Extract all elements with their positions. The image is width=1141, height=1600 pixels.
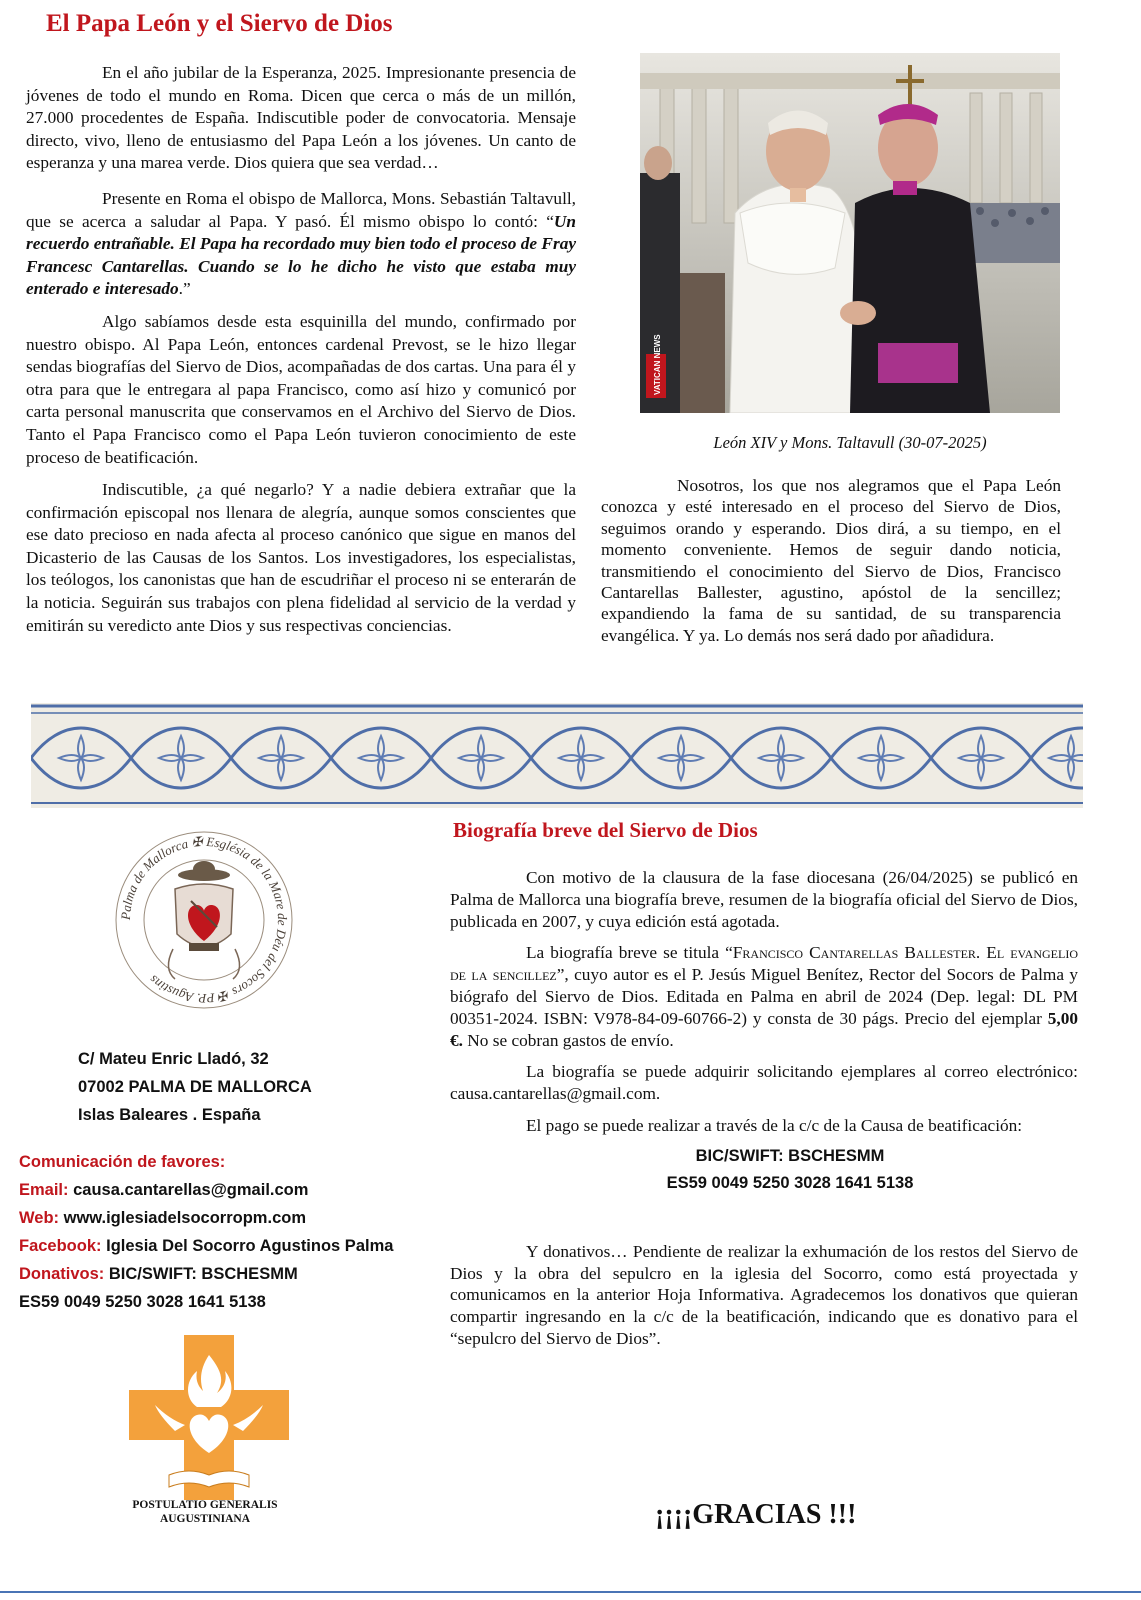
paragraph: En el año jubilar de la Esperanza, 2025. Impresionante presencia de jóvenes de todo el mundo en Roma. Dicen que cerca o más de un millón, 27.000 procedentes de España. Indiscutible poder de convocatoria. Mensaje directo, vivo, lleno de entusiasmo del Papa León a los jóvenes. Un canto de esperanza y una marea verde. Dios quiera que sea verdad… bbox=[26, 63, 576, 173]
donations-label: Donativos: bbox=[19, 1265, 105, 1283]
seal-graphic bbox=[113, 829, 295, 1011]
bottom-divider bbox=[0, 1591, 1141, 1593]
logo-line-2: AUGUSTINIANA bbox=[159, 1513, 251, 1525]
donations-bic: BIC/SWIFT: BSCHESMM bbox=[108, 1265, 298, 1283]
bishop-quote: Un recuerdo entrañable. El Papa ha recordado muy bien todo el proceso de Fray Francesc Cantarellas. Cuando se lo he dicho he visto que estaba muy enterado e interesado bbox=[26, 211, 576, 299]
book-title: Francisco Cantarellas Ballester. El evangelio de la sencillez bbox=[450, 943, 1078, 985]
logo-line-1: POSTULATIO GENERALIS bbox=[132, 1499, 278, 1511]
augustinian-logo bbox=[129, 1335, 289, 1500]
thanks-text: ¡¡¡¡GRACIAS !!! bbox=[655, 1499, 857, 1530]
email-link[interactable]: causa.cantarellas@gmail.com bbox=[73, 1181, 309, 1199]
donations-iban: ES59 0049 5250 3028 1641 5138 bbox=[19, 1293, 266, 1311]
paragraph: Indiscutible, ¿a qué negarlo? Y a nadie debiera extrañar que la confirmación episcopal nos llenara de alegría, aunque somos conscientes que ese dato precioso en nada afecta al proceso canónico que sigue en manos del Dicasterio de las Causas de los Santos. Los investigadores, los especialistas, los teólogos, los canonistas que han de escudriñar el proceso ni se enterarán de la noticia. Seguirán sus trabajos con plena fidelidad al servicio de la verdad y emitirán su veredicto ante Dios y sus respectivas conciencias. bbox=[26, 480, 576, 635]
article-title: El Papa León y el Siervo de Dios bbox=[46, 10, 393, 37]
seal-ring-text: Palma de Mallorca ✠ Església de la Mare de Déu del Socors ✠ PP. Agustins bbox=[117, 833, 291, 1007]
decorative-tile-band bbox=[31, 703, 1083, 808]
paragraph-text: La biografía breve se titula “ bbox=[526, 943, 733, 963]
paragraph-text: Presente en Roma el obispo de Mallorca, Mons. Sebastián Taltavull, que se acerca a saludar al Papa. Y pasó. Él mismo obispo lo contó: “ bbox=[26, 188, 576, 231]
paragraph: Con motivo de la clausura de la fase diocesana (26/04/2025) se publicó en Palma de Mallorca una biografía breve, resumen de la biografía oficial del Siervo de Dios, publicada en 2007, y cuya edición está agotada. bbox=[450, 868, 1078, 931]
contact-block bbox=[19, 1148, 393, 1316]
paragraph bbox=[26, 188, 576, 301]
address-city: 07002 PALMA DE MALLORCA bbox=[78, 1078, 312, 1096]
web-label: Web: bbox=[19, 1209, 60, 1227]
address-region: Islas Baleares . España bbox=[78, 1106, 261, 1124]
bic-swift: BIC/SWIFT: BSCHESMM bbox=[695, 1146, 885, 1165]
pope-bishop-photo bbox=[640, 53, 1060, 413]
paragraph: El pago se puede realizar a través de la c/c de la Causa de beatificación: bbox=[526, 1115, 1023, 1135]
biography-title: Biografía breve del Siervo de Dios bbox=[453, 818, 758, 842]
photo-caption: León XIV y Mons. Taltavull (30-07-2025) bbox=[713, 433, 987, 452]
paragraph bbox=[450, 942, 1078, 1051]
email-label: Email: bbox=[19, 1181, 69, 1199]
paragraph: Nosotros, los que nos alegramos que el Papa León conozca y esté interesado en el proceso del Siervo de Dios, seguimos orando y esperando. Dios dirá, a su tiempo, en el momento conveniente. Hemos de seguir dando noticia, transmitiendo el conocimiento del Siervo de Dios, Francisco Cantarellas Ballester, agustino, apóstol de la sencillez; expandiendo la fama de su santidad, de su transparencia evangélica. Y ya. Lo demás nos será dado por añadidura. bbox=[601, 476, 1061, 645]
contact-facebook-row bbox=[19, 1232, 393, 1260]
address-block bbox=[78, 1045, 312, 1129]
logo-caption bbox=[110, 1498, 300, 1526]
price: 5,00 €. bbox=[450, 1008, 1078, 1050]
paragraph-text: ”, cuyo autor es el P. Jesús Miguel Benítez, Rector del Socors de Palma y biógrafo del Siervo de Dios. Editada en Palma en abril de 2024 (Dep. legal: DL PM 00351-2024. ISBN: V978-84-09-60766-2) y consta de 30 págs. Precio del ejemplar bbox=[450, 965, 1079, 1028]
paragraph-text: No se cobran gastos de envío. bbox=[462, 1030, 674, 1050]
facebook-link[interactable]: Iglesia Del Socorro Agustinos Palma bbox=[106, 1237, 394, 1255]
paragraph: La biografía se puede adquirir solicitando ejemplares al correo electrónico: causa.cantarellas@gmail.com. bbox=[450, 1062, 1078, 1104]
tile-pattern bbox=[31, 703, 1083, 808]
contact-donations-row bbox=[19, 1260, 393, 1288]
article-left-column bbox=[26, 62, 576, 647]
contact-web-row bbox=[19, 1204, 393, 1232]
paragraph: Algo sabíamos desde esta esquinilla del mundo, confirmado por nuestro obispo. Al Papa León, entonces cardenal Prevost, se le hizo llegar sendas biografías del Siervo de Dios, acompañadas de dos cartas. Una para él y otra para que le entregara al papa Francisco, como así hizo y comunicó por carta personal manuscrita que conservamos en el Archivo del Siervo de Dios. Tanto el Papa Francisco como el Papa León tuvieron conocimiento de este proceso de beatificación. bbox=[26, 311, 576, 467]
facebook-label: Facebook: bbox=[19, 1237, 102, 1255]
paragraph-text: .” bbox=[178, 279, 191, 299]
augustinian-logo-graphic bbox=[129, 1335, 289, 1500]
iban: ES59 0049 5250 3028 1641 5138 bbox=[666, 1173, 914, 1192]
paragraph: Y donativos… Pendiente de realizar la exhumación de los restos del Siervo de Dios y la obra del sepulcro en la iglesia del Socorro, como está proyectada y comunicamos en la anterior Hoja Informativa. Agradecemos los donativos que quieran compartir ingresando en la c/c de la beatificación, indicando que es donativo para el “sepulcro del Siervo de Dios”. bbox=[450, 1241, 1078, 1348]
web-link[interactable]: www.iglesiadelsocorropm.com bbox=[63, 1209, 306, 1227]
contact-email-row bbox=[19, 1176, 393, 1204]
photo-illustration bbox=[640, 53, 1060, 413]
address-street: C/ Mateu Enric Lladó, 32 bbox=[78, 1050, 269, 1068]
contact-heading: Comunicación de favores: bbox=[19, 1153, 226, 1171]
photo-watermark-text: VATICAN NEWS bbox=[653, 334, 662, 395]
article-right-column bbox=[601, 475, 1061, 656]
church-seal bbox=[113, 829, 295, 1011]
biography-column bbox=[450, 867, 1078, 1360]
